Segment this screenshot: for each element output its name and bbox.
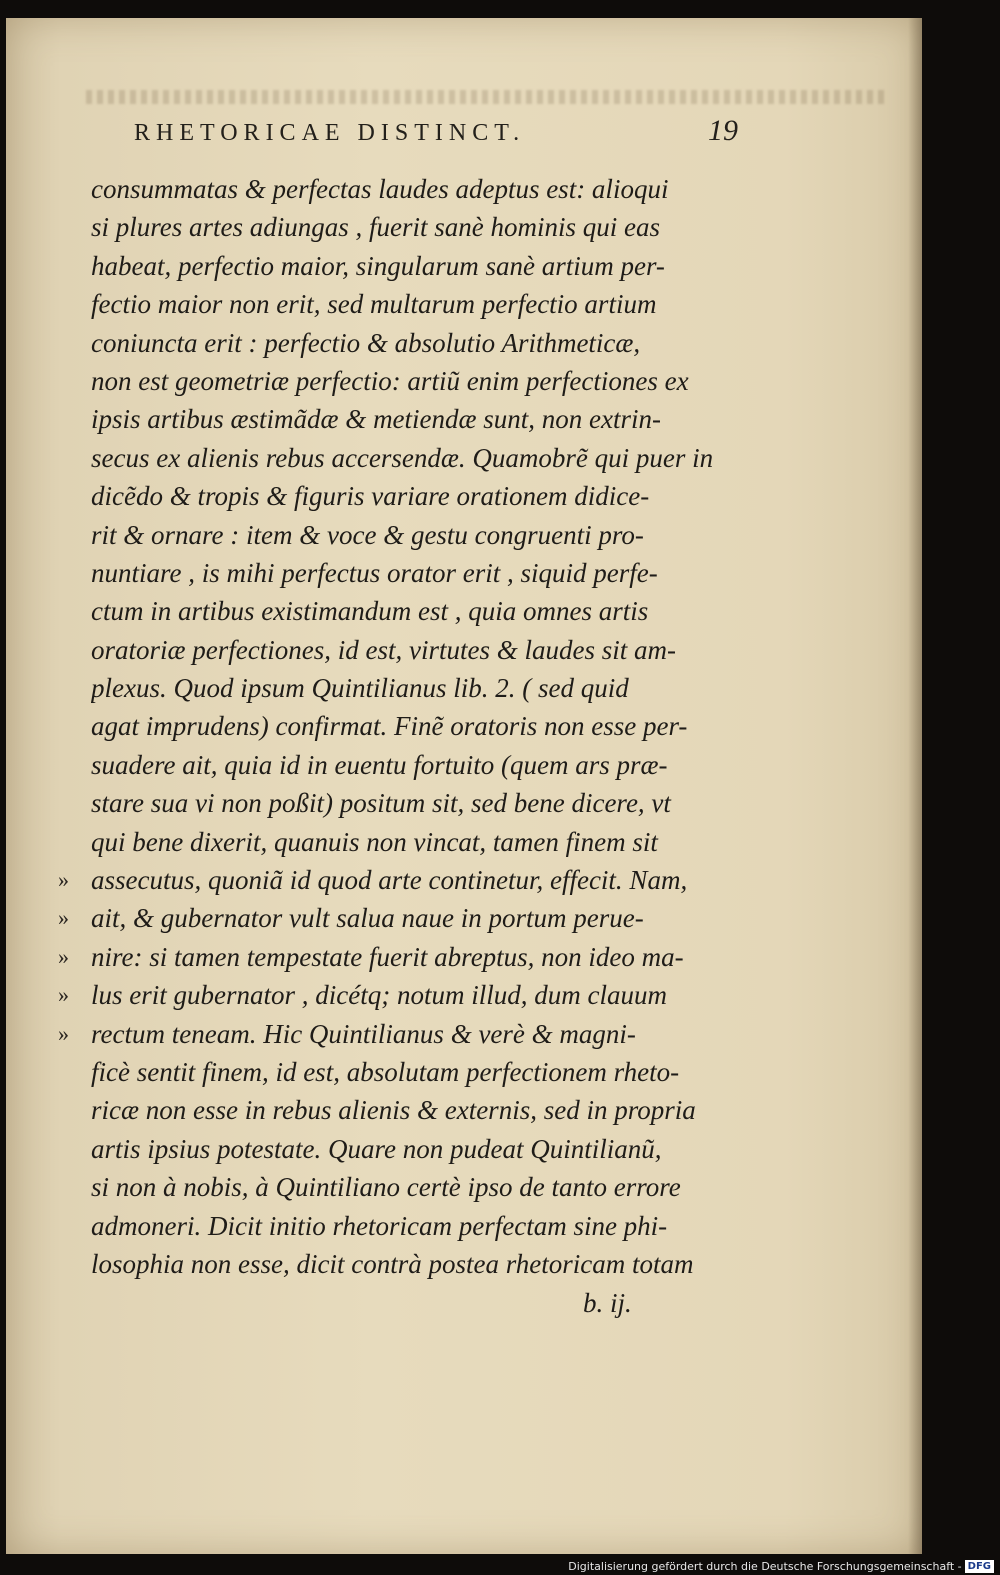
text-line: non est geometriæ perfectio: artiũ enim perfectiones ex	[91, 365, 689, 396]
text-line: ctum in artibus existimandum est , quia omnes artis	[91, 596, 649, 627]
text-line: ipsis artibus æstimãdæ & metiendæ sunt, non extrin-	[91, 404, 662, 435]
show-through-text	[86, 90, 886, 104]
text-line: qui bene dixerit, quanuis non vincat, tamen finem sit	[91, 826, 658, 857]
dfg-logo: DFG	[965, 1560, 994, 1573]
text-line: si plures artes adiungas , fuerit sanè hominis qui eas	[91, 212, 661, 243]
text-line: ait, & gubernator vult salua naue in portum perue-	[91, 903, 644, 934]
text-line: ficè sentit finem, id est, absolutam perfectionem rheto-	[91, 1056, 680, 1087]
quotation-mark: »	[58, 982, 69, 1008]
text-line: ricæ non esse in rebus alienis & externis, sed in propria	[91, 1095, 696, 1126]
text-line: plexus. Quod ipsum Quintilianus lib. 2. ( sed quid	[91, 673, 629, 704]
quotation-mark: »	[58, 1020, 69, 1046]
text-line: nuntiare , is mihi perfectus orator erit , siquid perfe-	[91, 557, 658, 588]
text-line: rit & ornare : item & voce & gestu congruenti pro-	[91, 519, 644, 550]
credit-text: Digitalisierung gefördert durch die Deutsche Forschungsgemeinschaft -	[568, 1560, 962, 1573]
signature-mark: b. ij.	[583, 1288, 632, 1318]
text-line: suadere ait, quia id in euentu fortuito (quem ars præ-	[91, 749, 668, 780]
text-line: fectio maior non erit, sed multarum perfectio artium	[91, 289, 657, 320]
text-line: rectum teneam. Hic Quintilianus & verè & magni-	[91, 1018, 636, 1049]
quotation-mark: »	[58, 905, 69, 931]
text-line: coniuncta erit : perfectio & absolutio Arithmeticæ,	[91, 327, 641, 358]
text-line: secus ex alienis rebus accersendæ. Quamobrẽ qui puer in	[91, 442, 714, 473]
text-line: consummatas & perfectas laudes adeptus est: alioqui	[91, 174, 669, 204]
quotation-mark: »	[58, 867, 69, 892]
text-line: si non à nobis, à Quintiliano certè ipso de tanto errore	[91, 1172, 681, 1203]
quotation-marks-column	[58, 861, 69, 1053]
text-line: nire: si tamen tempestate fuerit abreptus, non ideo ma-	[91, 941, 684, 972]
text-line: losophia non esse, dicit contrà postea rhetoricam totam	[91, 1248, 694, 1279]
running-head: RHETORICAE DISTINCT.	[134, 120, 526, 146]
body-text	[91, 170, 751, 1283]
quotation-mark: »	[58, 943, 69, 969]
text-line: lus erit gubernator , dicétq; notum illud, dum clauum	[91, 980, 667, 1011]
page-number: 19	[708, 114, 738, 147]
text-line: habeat, perfectio maior, singularum sanè artium per-	[91, 250, 665, 281]
text-line: artis ipsius potestate. Quare non pudeat Quintilianũ,	[91, 1133, 662, 1164]
text-line: dicẽdo & tropis & figuris variare orationem didice-	[91, 481, 650, 512]
text-line: stare sua vi non poßit) positum sit, sed bene dicere, vt	[91, 788, 671, 819]
text-line: agat imprudens) confirmat. Finẽ oratoris non esse per-	[91, 711, 688, 742]
text-line: admoneri. Dicit initio rhetoricam perfectam sine phi-	[91, 1210, 668, 1241]
digitization-credit	[568, 1560, 994, 1573]
text-line: oratoriæ perfectiones, id est, virtutes & laudes sit am-	[91, 634, 676, 665]
book-page	[6, 18, 922, 1554]
text-line: assecutus, quoniã id quod arte continetur, effecit. Nam,	[91, 865, 688, 896]
